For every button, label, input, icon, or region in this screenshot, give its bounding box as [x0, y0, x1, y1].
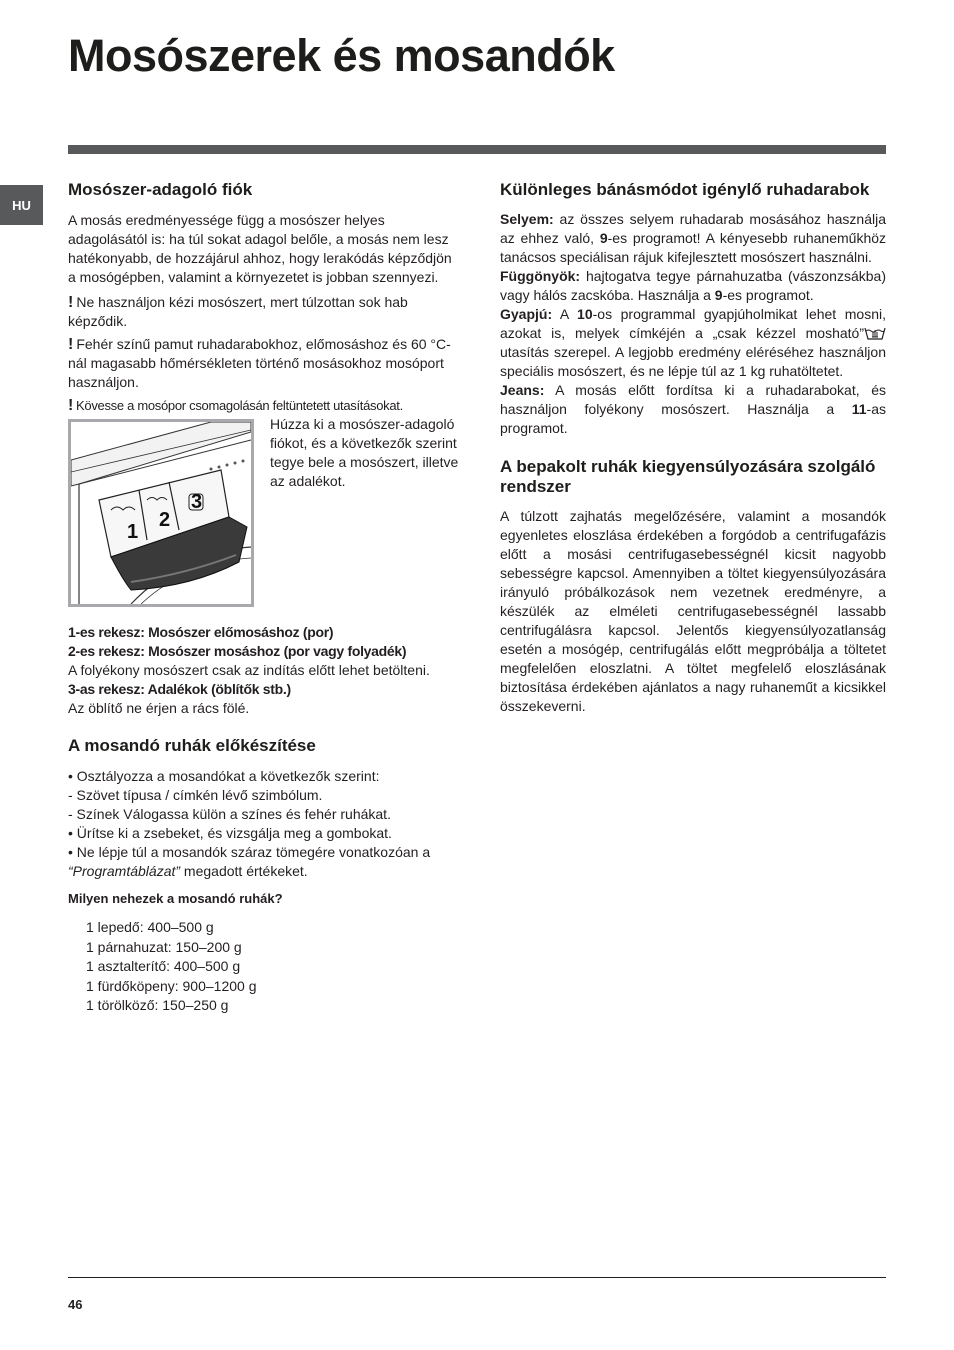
- preparation-section: [68, 736, 456, 1016]
- hand-wash-icon: [864, 325, 886, 341]
- weights-question: Milyen nehezek a mosandó ruhák?: [68, 891, 283, 906]
- weight-item: 1 asztalterítő: 400–500 g: [86, 958, 241, 974]
- compartment-2-note: A folyékony mosószert csak az indítás előtt lehet betölteni.: [68, 662, 430, 678]
- prep-line-4: • Ürítse ki a zsebeket, és vizsgálja meg a gombokat.: [68, 825, 392, 841]
- compartment-list: [68, 623, 456, 718]
- silk-paragraph: Selyem: az összes selyem ruhadarab mosásához használja az ehhez való, 9-es programot! A kényesebb ruhaneműkhöz tanácsos speciálisan rájuk kifejlesztett mosószert használni.: [500, 211, 887, 265]
- warning-icon: !: [68, 294, 74, 311]
- warning-icon: !: [68, 397, 74, 414]
- compartment-label-3: 3: [191, 491, 203, 513]
- left-column: [68, 180, 459, 1016]
- compartment-3: 3-as rekesz: Adalékok (öblítők stb.): [68, 681, 291, 697]
- title-divider: [68, 145, 886, 154]
- page-title: Mosószerek és mosandók: [68, 30, 615, 81]
- prep-line-3: - Színek Válogassa külön a színes és fehér ruhákat.: [68, 806, 391, 822]
- preparation-heading: A mosandó ruhák előkészítése: [68, 736, 316, 755]
- compartment-3-note: Az öblítő ne érjen a rács fölé.: [68, 700, 250, 716]
- page-number: 46: [68, 1297, 83, 1312]
- language-tab: HU: [0, 185, 43, 225]
- balance-section: [500, 457, 886, 716]
- weight-item: 1 törölköző: 150–250 g: [86, 997, 229, 1013]
- prep-line-5: • Ne lépje túl a mosandók száraz tömegére vonatkozóan a “Programtáblázat” megadott értékeket.: [68, 844, 431, 879]
- compartment-label-1: 1: [127, 521, 139, 543]
- weights-list: [68, 918, 456, 1016]
- warning-icon: !: [68, 336, 74, 353]
- balance-heading: A bepakolt ruhák kiegyensúlyozására szolgáló rendszer: [500, 457, 876, 496]
- footer-divider: [68, 1277, 886, 1278]
- warning-3: ! Kövesse a mosópor csomagolásán feltüntetett utasításokat.: [68, 397, 403, 414]
- jeans-paragraph: Jeans: A mosás előtt fordítsa ki a ruhadarabokat, és használjon folyékony mosószert. Használja a 11-as programot.: [500, 382, 886, 436]
- weight-item: 1 párnahuzat: 150–200 g: [86, 938, 242, 955]
- warning-2: ! Fehér színű pamut ruhadarabokhoz, előmosáshoz és 60 °C-nál magasabb hőmérsékleten történő mosásokhoz mosóport használjon.: [68, 336, 451, 390]
- compartment-label-2: 2: [159, 509, 171, 531]
- compartment-2: 2-es rekesz: Mosószer mosáshoz (por vagy folyadék): [68, 643, 407, 659]
- dispenser-heading: Mosószer-adagoló fiók: [68, 180, 253, 199]
- dispenser-instruction: Húzza ki a mosószer-adagoló fiókot, és a következők szerint tegye bele a mosószert, illetve az adalékot.: [270, 416, 459, 489]
- compartment-1: 1-es rekesz: Mosószer előmosáshoz (por): [68, 624, 334, 640]
- warning-1: ! Ne használjon kézi mosószert, mert túlzottan sok hab képződik.: [68, 294, 408, 329]
- prep-line-2: - Szövet típusa / címkén lévő szimbólum.: [68, 787, 323, 803]
- curtain-paragraph: Függönyök: hajtogatva tegye párnahuzatba (vászonzsákba) vagy hálós zacskóba. Használja a 9-es programot.: [500, 268, 886, 303]
- dispenser-intro: A mosás eredményessége függ a mosószer helyes adagolásától is: ha túl sokat adagol belőle, a mosás nem lesz hatékonyabb, de hozzájárul ahhoz, hogy lerakódás képződjön a mosógépben, valamint a környezetet is jobban szennyezi.: [68, 212, 452, 285]
- detergent-drawer-illustration: [68, 419, 254, 607]
- balance-text: A túlzott zajhatás megelőzésére, valamint a mosandók egyenletes eloszlása érdekében a forgódob a centrifugafázis előtt a mosási centrifugasebességnél kicsit nagyobb sebességre kapcsol. Amennyiben a töltet kiegyensúlyozására irányuló próbálkozások nem vezetnek eredményre, a készülék az elméleti centrifugasebességnél lassabb centrifugálásra kapcsol. Jelentős kiegyensúlyozatlanság esetén a mosógép, centrifugálás előtt megpróbálja a töltetet megfelelően eloszlatni. A töltet megfelelő eloszlásának biztosítása érdekében ajánlatos a nagy ruhaneműt a kicsikkel összekeverni.: [500, 508, 886, 714]
- special-heading: Különleges bánásmódot igénylő ruhadarabok: [500, 180, 870, 199]
- weight-item: 1 lepedő: 400–500 g: [86, 919, 214, 935]
- prep-line-1: • Osztályozza a mosandókat a következők szerint:: [68, 768, 380, 784]
- dispenser-figure: [68, 416, 459, 605]
- right-column: [500, 180, 886, 716]
- wool-paragraph: Gyapjú: A 10-os programmal gyapjúholmikat lehet mosni, azokat is, melyek címkéjén a „csak kézzel mosható” utasítás szerepel. A legjobb eredmény eléréséhez használjon speciális mosószert, és ne lépje túl az 1 kg ruhatöltetet.: [500, 306, 886, 379]
- weight-item: 1 fürdőköpeny: 900–1200 g: [86, 977, 257, 994]
